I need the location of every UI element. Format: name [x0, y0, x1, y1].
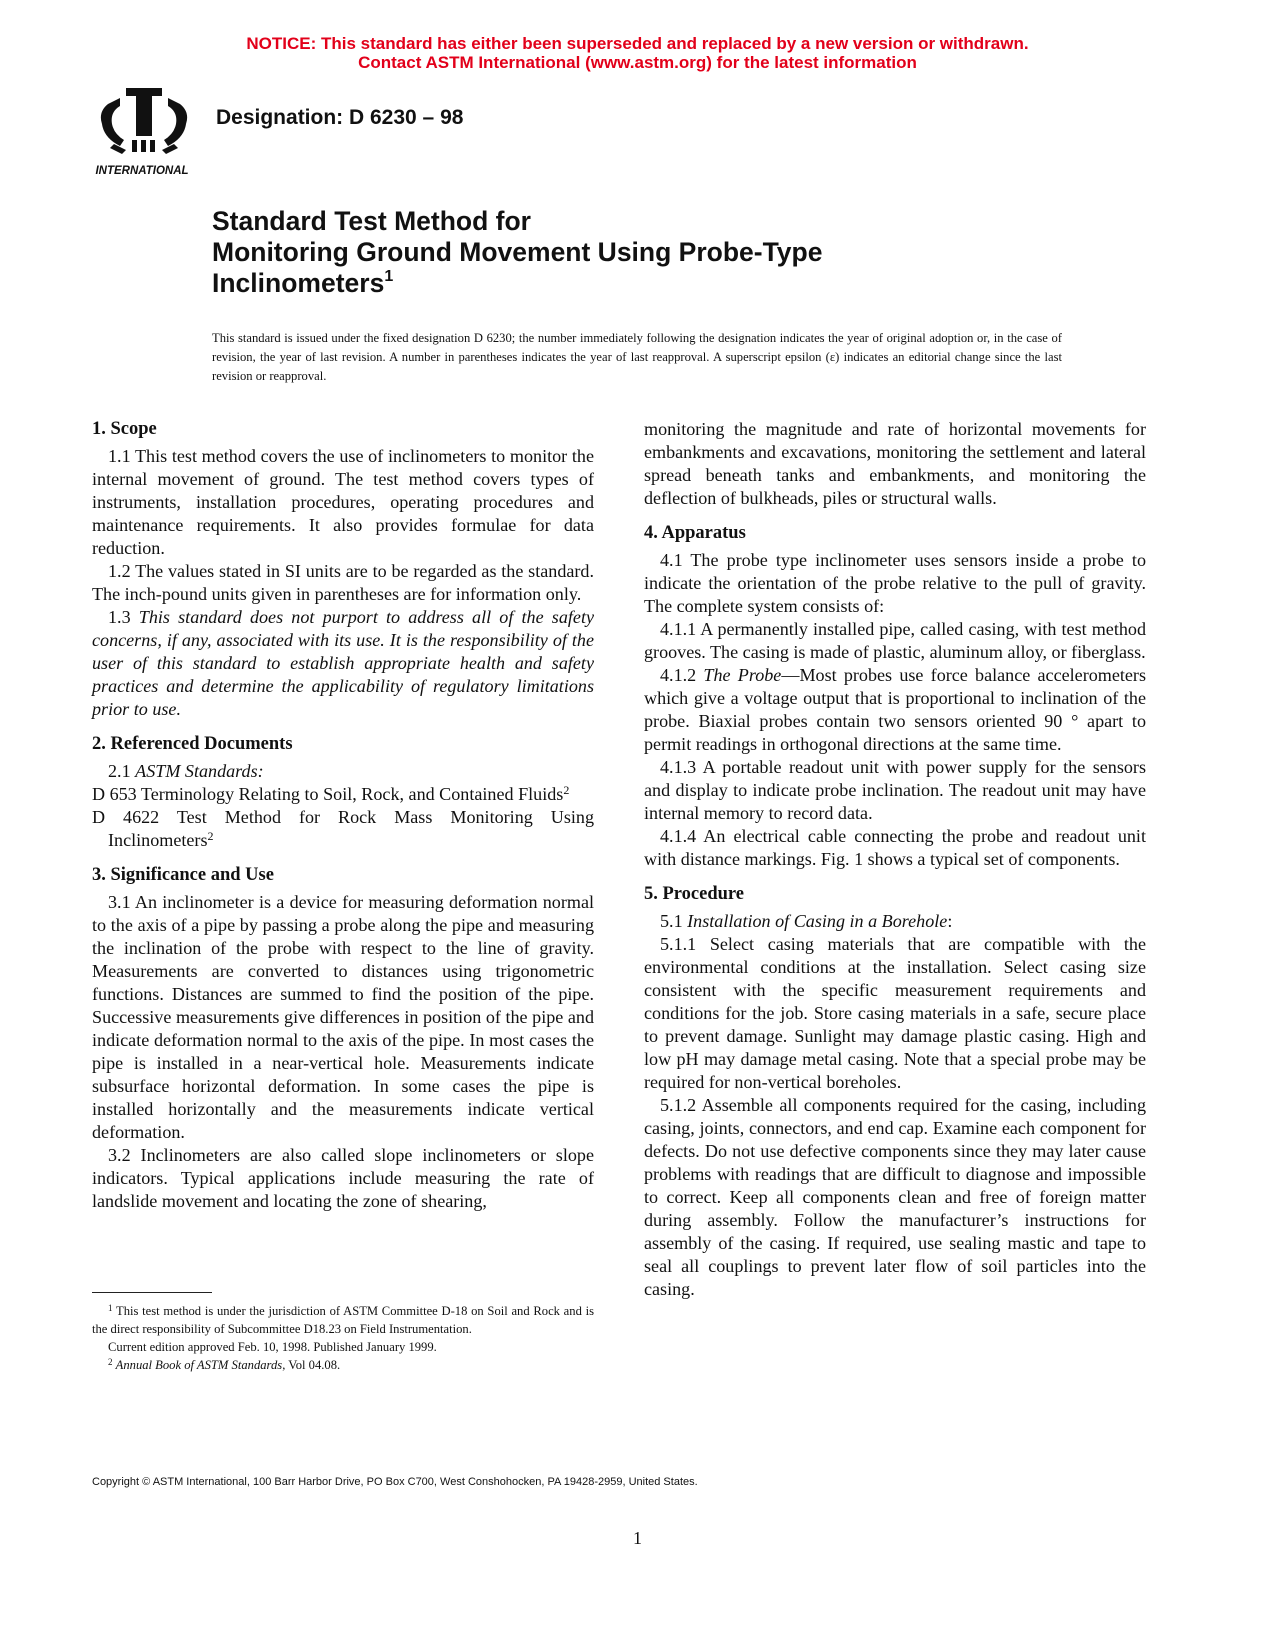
left-column	[92, 418, 594, 1213]
page-number: 1	[633, 1528, 642, 1548]
footnote-divider	[92, 1292, 212, 1293]
notice-line-2: Contact ASTM International (www.astm.org) for the latest information	[358, 53, 917, 72]
footnote-1-mark: 1	[108, 1303, 113, 1313]
copyright-line: Copyright © ASTM International, 100 Barr Harbor Drive, PO Box C700, West Conshohocken, PA 19428-2959, United States.	[92, 1476, 698, 1488]
document-title	[212, 206, 1112, 299]
paragraph-3-2-continued: monitoring the magnitude and rate of horizontal movements for embankments and excavations, monitoring the settlement and lateral spread beneath tanks and embankments, and monitoring the deflection of bulkheads, piles or structural walls.	[644, 419, 1146, 508]
paragraph-4-1-2-number: 4.1.2	[660, 665, 697, 685]
reference-d4622-text: D 4622 Test Method for Rock Mass Monitoring Using Inclinometers	[92, 807, 594, 850]
paragraph-1-3	[92, 606, 594, 721]
section-heading-procedure: 5. Procedure	[644, 884, 745, 904]
reference-d4622	[92, 806, 594, 852]
section-heading-apparatus: 4. Apparatus	[644, 523, 746, 543]
astm-logo	[92, 84, 196, 180]
right-column	[644, 418, 1146, 1301]
paragraph-4-1-2-label: The Probe	[703, 665, 782, 685]
section-heading-referenced-documents: 2. Referenced Documents	[92, 734, 293, 754]
title-line-3	[212, 268, 1112, 299]
title-line-1: Standard Test Method for	[212, 206, 531, 236]
paragraph-1-3-number: 1.3	[108, 607, 131, 627]
paragraph-1-2: 1.2 The values stated in SI units are to be regarded as the standard. The inch-pound units given in parentheses are for information only.	[92, 561, 594, 604]
notice-line-1: NOTICE: This standard has either been superseded and replaced by a new version or withdrawn.	[246, 34, 1029, 53]
footnote-2-mark: 2	[108, 1357, 113, 1367]
supersession-notice	[0, 34, 1275, 72]
paragraph-5-1	[644, 910, 1146, 933]
footnote-1-text: This test method is under the jurisdiction of ASTM Committee D-18 on Soil and Rock and is the direct responsibility of Subcommittee D18.23 on Field Instrumentation.	[92, 1304, 594, 1336]
paragraph-2-1-text: ASTM Standards:	[135, 761, 264, 781]
reference-d653-text: D 653 Terminology Relating to Soil, Rock, and Contained Fluids	[92, 784, 564, 804]
paragraph-2-1	[92, 760, 594, 783]
section-heading-scope: 1. Scope	[92, 419, 157, 439]
paragraph-4-1-3: 4.1.3 A portable readout unit with power supply for the sensors and display to indicate probe inclination. The readout unit may have internal memory to record data.	[644, 757, 1146, 823]
paragraph-2-1-number: 2.1	[108, 761, 131, 781]
paragraph-3-2-start: 3.2 Inclinometers are also called slope inclinometers or slope indicators. Typical applications include measuring the rate of landslide movement and locating the zone of shearing,	[92, 1145, 594, 1211]
footnotes	[92, 1302, 594, 1374]
paragraph-5-1-number: 5.1	[660, 911, 683, 931]
section-heading-significance: 3. Significance and Use	[92, 865, 274, 885]
paragraph-5-1-colon: :	[947, 911, 953, 931]
footnote-2	[92, 1356, 594, 1374]
paragraph-5-1-1: 5.1.1 Select casing materials that are compatible with the environmental conditions at the installation. Select casing size consistent with the specific measurement requirements and conditions for the job. Store casing materials in a safe, secure place to prevent damage. Sunlight may damage plastic casing. High and low pH may damage metal casing. Note that a special probe may be required for non-vertical boreholes.	[644, 934, 1146, 1092]
title-line-3-text: Inclinometers	[212, 268, 385, 298]
reference-d4622-footnote-mark: 2	[207, 829, 214, 843]
footnote-2-text: , Vol 04.08.	[282, 1358, 341, 1372]
paragraph-4-1-4: 4.1.4 An electrical cable connecting the probe and readout unit with distance markings. Fig. 1 shows a typical set of components.	[644, 826, 1146, 869]
logo-wordmark: INTERNATIONAL	[95, 165, 189, 177]
paragraph-4-1-2-text: —Most probes use force balance accelerometers which give a voltage output that is proportional to inclination of the probe. Biaxial probes contain two sensors oriented 90 ° apart to permit readings in orthogonal directions at the same time.	[644, 665, 1146, 754]
paragraph-4-1-2	[644, 664, 1146, 756]
designation: Designation: D 6230 – 98	[216, 106, 464, 129]
title-footnote-mark: 1	[384, 268, 394, 285]
reference-d653	[92, 783, 594, 806]
paragraph-4-1-1: 4.1.1 A permanently installed pipe, called casing, with test method grooves. The casing is made of plastic, aluminum alloy, or fiberglass.	[644, 619, 1146, 662]
paragraph-5-1-2: 5.1.2 Assemble all components required for the casing, including casing, joints, connectors, and end cap. Examine each component for defects. Do not use defective components since they may later cause problems with readings that are difficult to diagnose and impossible to correct. Keep all components clean and free of foreign matter during assembly. Follow the manufacturer’s instructions for assembly of the casing. If required, use sealing mastic and tape to seal all couplings to prevent later flow of soil particles into the casing.	[644, 1095, 1146, 1299]
paragraph-4-1: 4.1 The probe type inclinometer uses sensors inside a probe to indicate the orientation of the probe relative to the pull of gravity. The complete system consists of:	[644, 550, 1146, 616]
footnote-1-edition: Current edition approved Feb. 10, 1998. Published January 1999.	[108, 1340, 437, 1354]
paragraph-1-1: 1.1 This test method covers the use of inclinometers to monitor the internal movement of ground. The test method covers types of instruments, installation procedures, operating procedures and maintenance requirements. It also provides formulae for data reduction.	[92, 446, 594, 558]
footnote-2-book: Annual Book of ASTM Standards	[115, 1358, 283, 1372]
issued-note: This standard is issued under the fixed designation D 6230; the number immediately following the designation indicates the year of original adoption or, in the case of revision, the year of last revision. A number in parentheses indicates the year of last reapproval. A superscript epsilon (ε) indicates an editorial change since the last revision or reapproval.	[212, 331, 1062, 383]
footnote-1	[92, 1302, 594, 1338]
paragraph-1-3-text: This standard does not purport to address all of the safety concerns, if any, associated with its use. It is the responsibility of the user of this standard to establish appropriate health and safety practices and determine the applicability of regulatory limitations prior to use.	[92, 607, 594, 719]
paragraph-5-1-text: Installation of Casing in a Borehole	[687, 911, 948, 931]
reference-d653-footnote-mark: 2	[563, 783, 570, 797]
paragraph-3-1: 3.1 An inclinometer is a device for measuring deformation normal to the axis of a pipe by passing a probe along the pipe and measuring the inclination of the probe with respect to the line of gravity. Measurements are converted to distances using trigonometric functions. Distances are summed to find the position of the pipe. Successive measurements give differences in position of the pipe and indicate deformation normal to the axis of the pipe. In most cases the pipe is installed in a near-vertical hole. Measurements indicate subsurface horizontal deformation. In some cases the pipe is installed horizontally and the measurements indicate vertical deformation.	[92, 892, 594, 1142]
title-line-2: Monitoring Ground Movement Using Probe-Type	[212, 237, 823, 267]
